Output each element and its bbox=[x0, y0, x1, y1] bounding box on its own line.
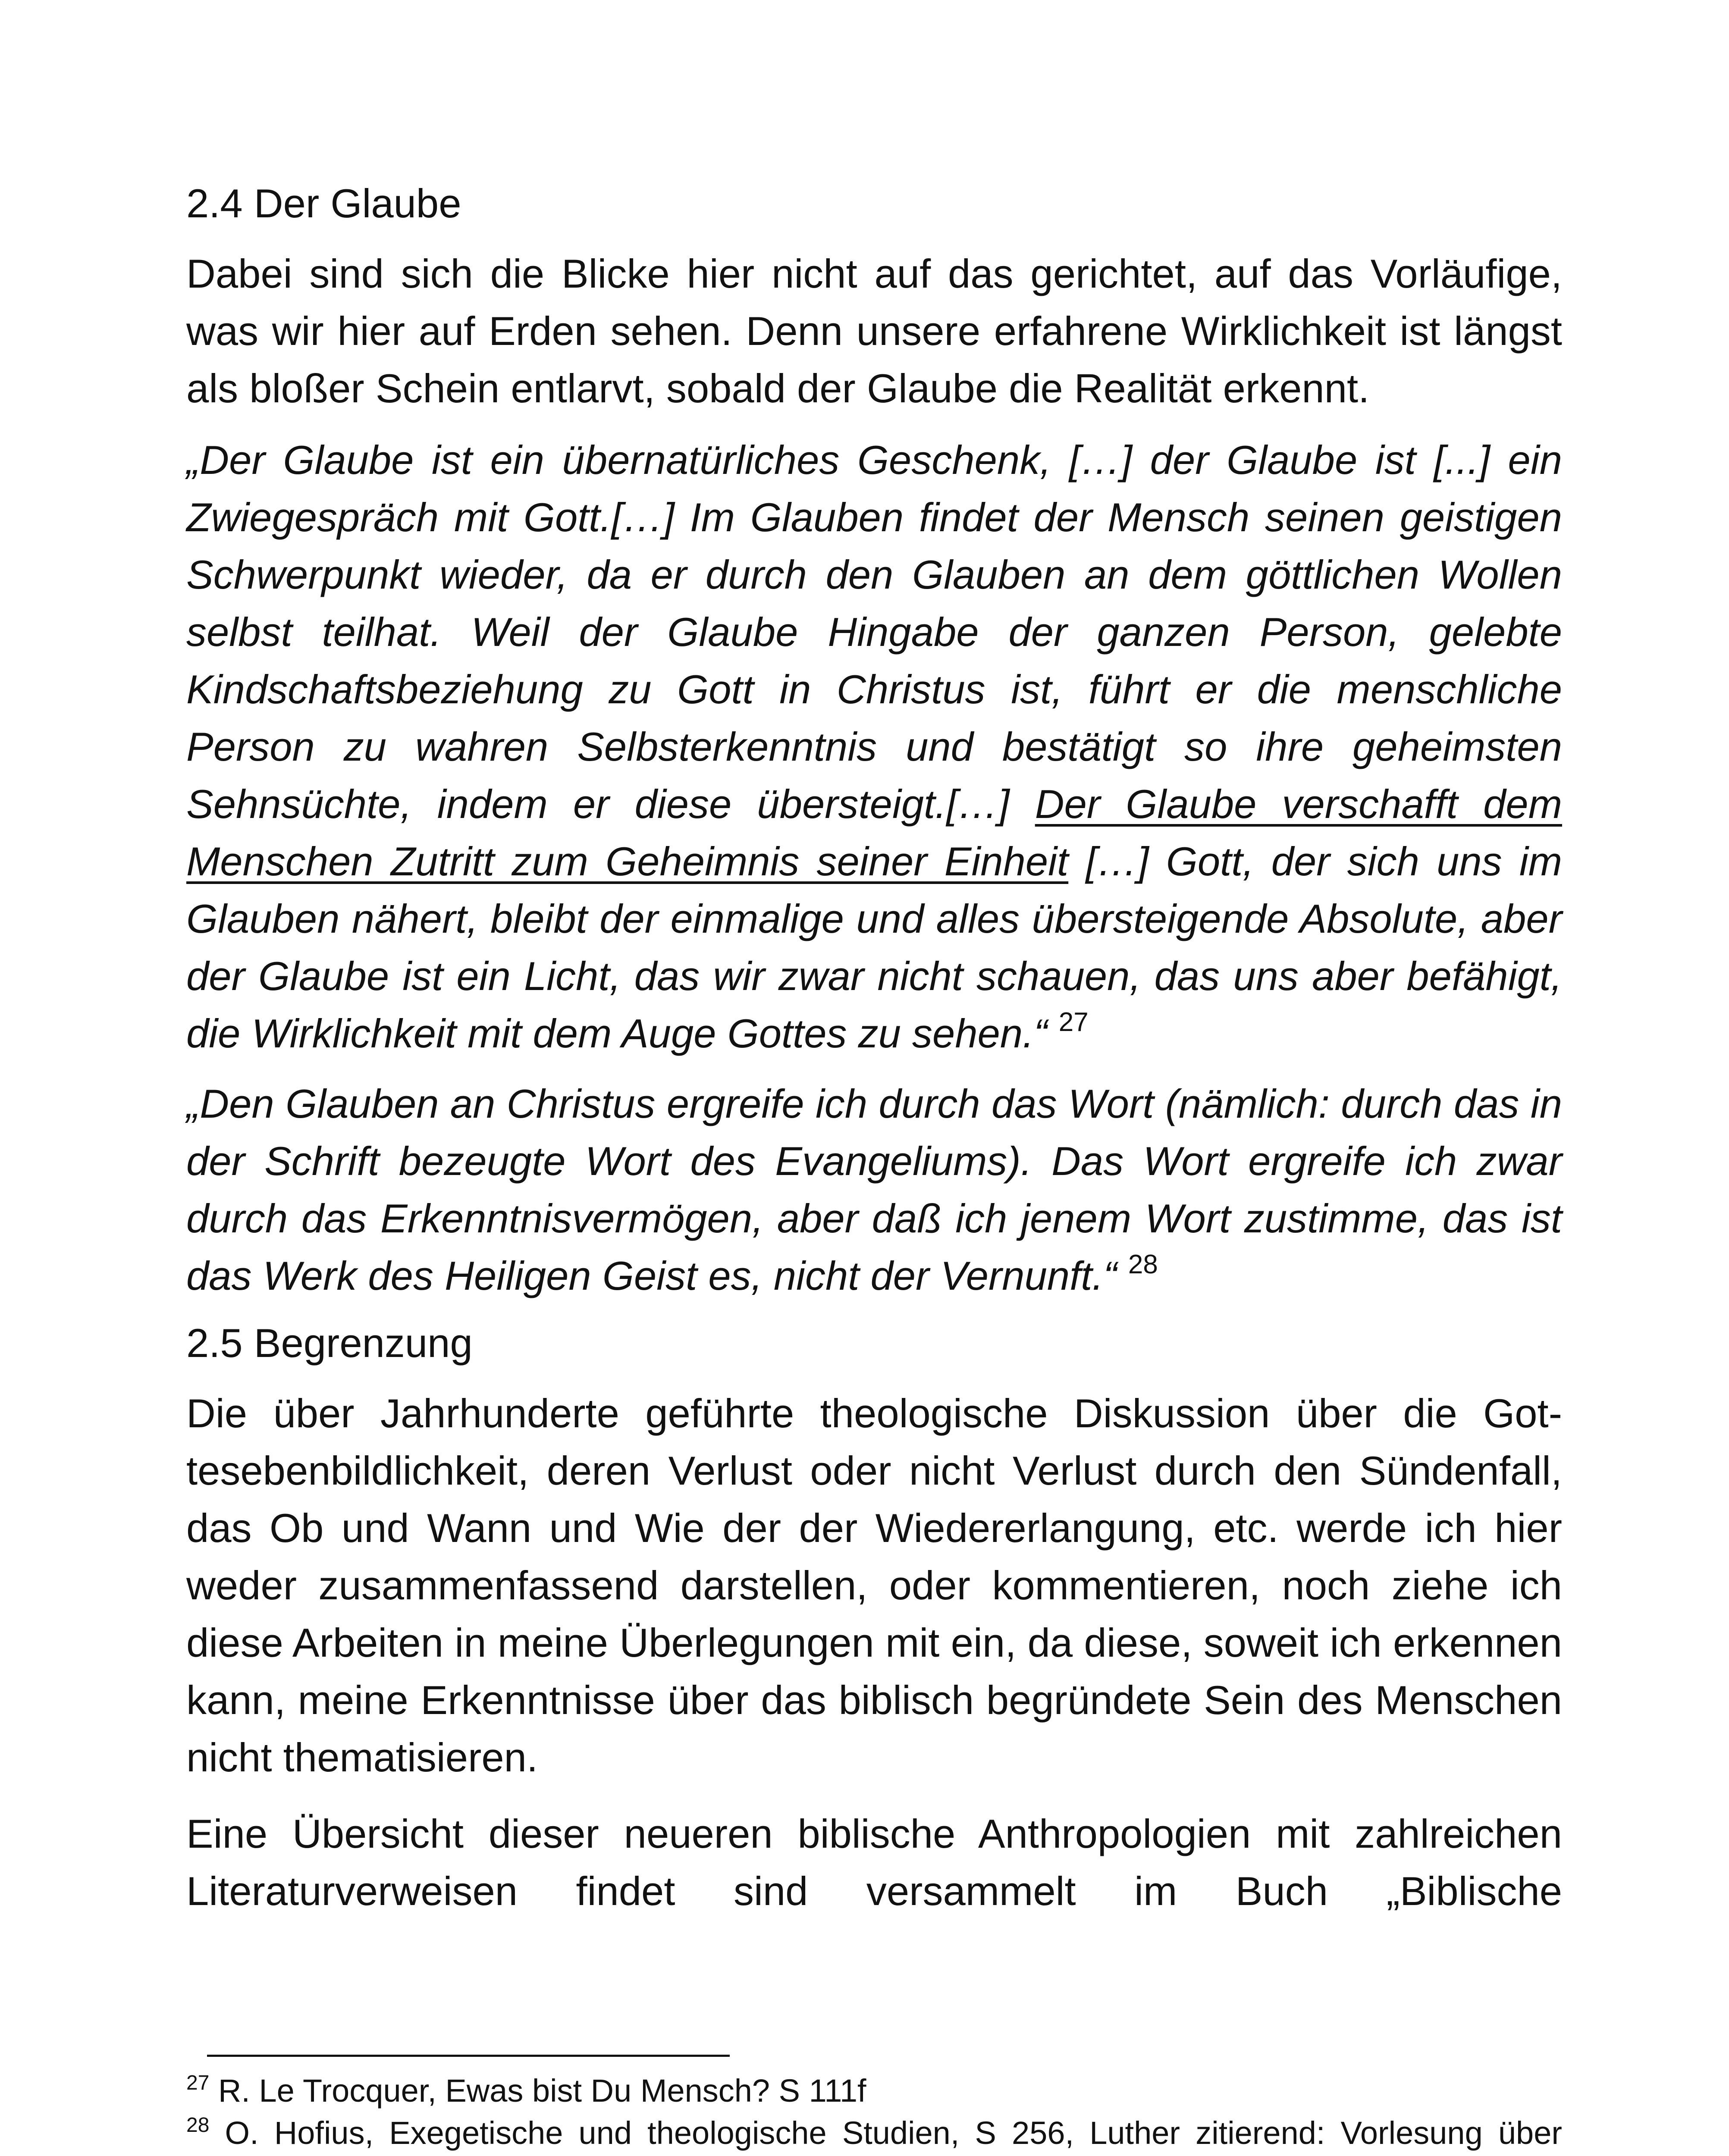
block-quote-1 bbox=[186, 431, 1562, 1062]
footnote-27 bbox=[186, 2070, 1562, 2112]
block-quote-2 bbox=[186, 1075, 1562, 1304]
paragraph-glaube-intro: Dabei sind sich die Blicke hier nicht auf das gerichtet, auf das Vorläufige, was wir hier auf Erden sehen. Denn unsere erfahrene Wirklichkeit ist längst als bloßer Schein entlarvt, sobald der Glaube die Realität erkennt. bbox=[186, 251, 1562, 411]
footnote-number: 28 bbox=[186, 2114, 210, 2137]
quote-2-text: „Den Glauben an Christus ergreife ich durch das Wort (nämlich: durch das in der Schrift bezeugte Wort des Evangeliums). Das Wort ergreife ich zwar durch das Erkenntnisvermögen, aber daß ich jenem Wort zustimme, das ist das Werk des Heiligen Geist es, nicht der Vernunft.“ bbox=[186, 1081, 1562, 1298]
paragraph-begrenzung-1: Die über Jahrhunderte geführte theologische Diskussion über die Gottesebenbildlichkeit, deren Verlust oder nicht Verlust durch den Sündenfall, das Ob und Wann und Wie der der Wiedererlangung, etc. werde ich hier weder zusammenfassend darstellen, oder kommentieren, noch ziehe ich diese Arbeiten in meine Überlegungen mit ein, da diese, soweit ich erkennen kann, meine Erkenntnisse über das biblisch begründete Sein des Menschen nicht thematisieren. bbox=[186, 1391, 1562, 1780]
section-heading-2-4: 2.4 Der Glaube bbox=[186, 181, 461, 226]
quote-1-underlined-text: Der Glaube verschafft dem Menschen Zutritt zum Geheimnis seiner Einheit bbox=[186, 781, 1562, 884]
quote-1-text-end: […] Gott, der sich uns im Glauben nähert, bleibt der einmalige und alles übersteigende Absolute, aber der Glaube ist ein Licht, das wir zwar nicht schauen, das uns aber befähigt, die Wirklichkeit mit dem Auge Gottes zu sehen.“ bbox=[186, 839, 1563, 1056]
footnote-28 bbox=[186, 2112, 1562, 2156]
quote-1-text-start: „Der Glaube ist ein übernatürliches Geschenk, […] der Glaube ist [...] ein Zwiegespräch mit Gott.[…] Im Glauben findet der Mensch seinen geistigen Schwerpunkt wieder, da er durch den Glauben an dem göttlichen Wollen selbst teilhat. Weil der Glaube Hingabe der ganzen Person, gelebte Kindschaftsbeziehung zu Gott in Christus ist, führt er die menschliche Person zu wahren Selbsterkenntnis und bestätigt so ihre geheimsten Sehnsüchte, indem er diese übersteigt.[…] bbox=[186, 437, 1562, 827]
footnote-text: O. Hofius, Exegetische und theologische Studien, S 256, Luther zitierend: Vorlesung über bbox=[225, 2115, 1562, 2151]
footnote-reference-28: 28 bbox=[1128, 1250, 1158, 1279]
section-heading-2-5: 2.5 Begrenzung bbox=[186, 1320, 473, 1366]
footnote-text: R. Le Trocquer, Ewas bist Du Mensch? S 111f bbox=[218, 2073, 866, 2109]
paragraph-begrenzung-2: Eine Übersicht dieser neueren biblische Anthropologien mit zahlreichen Literaturverweisen findet sind versammelt im Buch „Biblische bbox=[186, 1811, 1562, 1914]
footnote-number: 27 bbox=[186, 2071, 210, 2094]
footnote-reference-27: 27 bbox=[1058, 1007, 1089, 1037]
footnote-separator bbox=[207, 2055, 730, 2057]
